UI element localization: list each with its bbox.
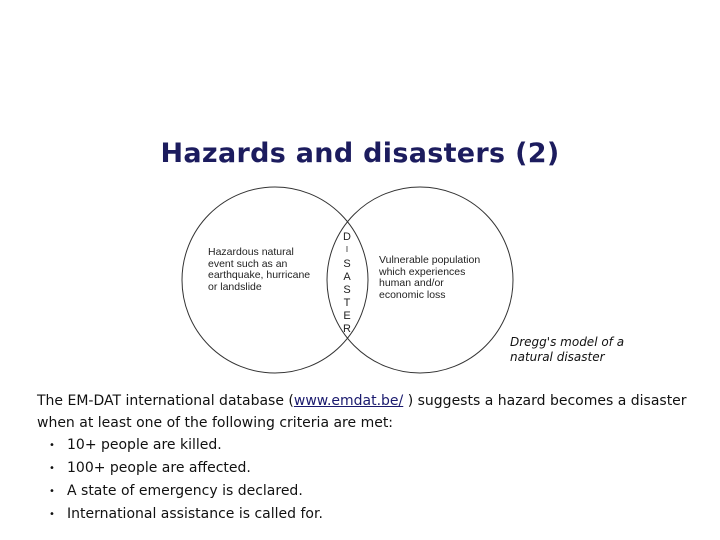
list-item: • 100+ people are affected. xyxy=(37,457,707,480)
disaster-letter: A xyxy=(343,271,351,283)
bullet-icon: • xyxy=(49,509,55,520)
diagram-caption: Dregg's model of a natural disaster xyxy=(510,335,625,364)
slide-title: Hazards and disasters (2) xyxy=(160,138,560,169)
disaster-letter: T xyxy=(343,297,351,309)
right-circle-text: Vulnerable population which experiences human and/or economic loss xyxy=(379,254,481,301)
emdat-link[interactable]: www.emdat.be/ xyxy=(293,393,404,409)
criteria-list xyxy=(37,434,707,526)
bullet-icon: • xyxy=(49,440,55,451)
disaster-letter: S xyxy=(343,258,351,270)
left-circle-text: Hazardous natural event such as an earthquake, hurricane or landslide xyxy=(208,246,311,293)
bullet-icon: • xyxy=(49,486,55,497)
disaster-letter: I xyxy=(345,245,349,254)
disaster-letter: D xyxy=(343,231,351,243)
disaster-letter: S xyxy=(343,284,351,296)
disaster-letter: R xyxy=(343,323,351,335)
bullet-icon: • xyxy=(49,463,55,474)
intro-paragraph: The EM-DAT international database (www.emdat.be/ ) suggests a hazard becomes a disaster when at least one of the following criteria are met: xyxy=(37,393,687,431)
list-item: • International assistance is called for. xyxy=(37,503,707,526)
venn-diagram xyxy=(180,185,520,375)
list-item: • A state of emergency is declared. xyxy=(37,480,707,503)
disaster-letter: E xyxy=(343,310,351,322)
list-item: • 10+ people are killed. xyxy=(37,434,707,457)
body-text xyxy=(37,390,707,526)
